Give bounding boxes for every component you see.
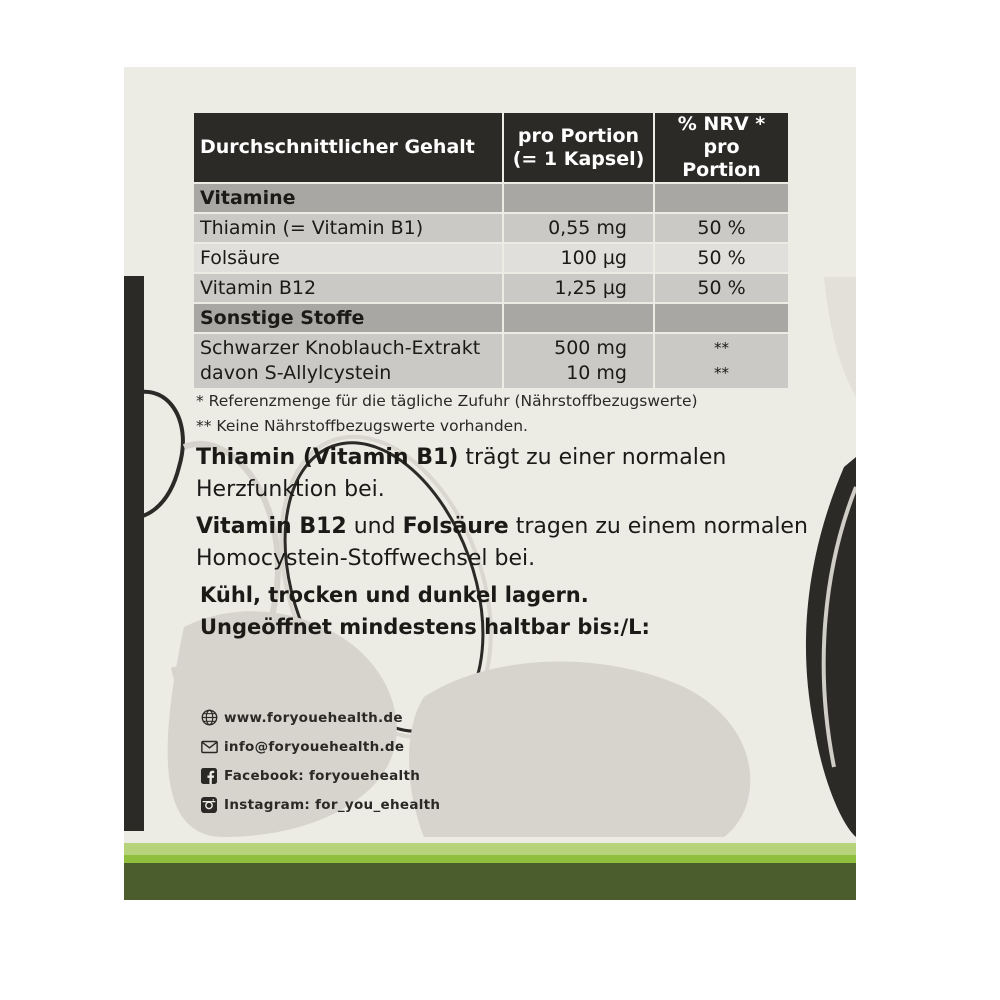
empty-cell xyxy=(503,303,654,333)
nutrient-nrv: ** ** xyxy=(654,333,788,388)
label-panel xyxy=(124,67,856,900)
nutrition-table xyxy=(194,113,788,388)
empty-cell xyxy=(654,303,788,333)
instagram-icon xyxy=(200,796,218,814)
contact-instagram[interactable] xyxy=(200,790,440,819)
footnotes xyxy=(196,389,698,439)
health-claim-b12-folsaeure xyxy=(196,511,816,575)
stripe-green xyxy=(124,855,856,863)
globe-icon xyxy=(200,709,218,727)
nutrient-amount: 0,55 mg xyxy=(503,213,654,243)
claim-bold: Thiamin (Vitamin B1) xyxy=(196,445,459,470)
table-row xyxy=(194,243,788,273)
contact-facebook[interactable] xyxy=(200,761,440,790)
storage-instructions xyxy=(200,579,650,643)
section-title: Vitamine xyxy=(194,183,503,213)
nutrient-nrv: 50 % xyxy=(654,243,788,273)
nutrient-name: Folsäure xyxy=(194,243,503,273)
facebook-icon xyxy=(200,767,218,785)
best-before-line: Ungeöffnet mindestens haltbar bis:/L: xyxy=(200,615,650,639)
contact-website[interactable] xyxy=(200,703,440,732)
nutrient-amount: 100 µg xyxy=(503,243,654,273)
contact-text: info@foryouehealth.de xyxy=(224,738,405,755)
header-nrv: % NRV * pro Portion xyxy=(654,113,788,183)
stripe-light-green xyxy=(124,843,856,855)
storage-line: Kühl, trocken und dunkel lagern. xyxy=(200,583,589,607)
claim-text: tragen zu einem normalen Homocystein-Stoffwechsel bei. xyxy=(196,514,808,571)
contact-list xyxy=(200,703,440,819)
claim-text: und xyxy=(346,514,403,539)
claim-bold: Folsäure xyxy=(402,514,509,539)
table-row xyxy=(194,333,788,388)
contact-text: www.foryouehealth.de xyxy=(224,709,403,726)
nutrient-name: Vitamin B12 xyxy=(194,273,503,303)
footnote: ** Keine Nährstoffbezugswerte vorhanden. xyxy=(196,417,528,435)
empty-cell xyxy=(654,183,788,213)
table-header-row xyxy=(194,113,788,183)
table-row xyxy=(194,273,788,303)
claim-bold: Vitamin B12 xyxy=(196,514,347,539)
header-content: Durchschnittlicher Gehalt xyxy=(194,113,503,183)
section-title: Sonstige Stoffe xyxy=(194,303,503,333)
nutrient-nrv: 50 % xyxy=(654,213,788,243)
claim-text: trägt zu einer normalen Herzfunktion bei. xyxy=(196,445,727,502)
header-per-portion: pro Portion (= 1 Kapsel) xyxy=(503,113,654,183)
contact-email[interactable] xyxy=(200,732,440,761)
nutrient-amount: 1,25 µg xyxy=(503,273,654,303)
health-claim-thiamin xyxy=(196,442,816,506)
section-row-sonstige xyxy=(194,303,788,333)
nutrient-nrv: 50 % xyxy=(654,273,788,303)
section-row-vitamine xyxy=(194,183,788,213)
contact-text: Facebook: foryouehealth xyxy=(224,767,421,784)
nutrient-name: Schwarzer Knoblauch-Extrakt davon S-Allylcystein xyxy=(194,333,503,388)
empty-cell xyxy=(503,183,654,213)
contact-text: Instagram: for_you_ehealth xyxy=(224,796,441,813)
nutrient-name: Thiamin (= Vitamin B1) xyxy=(194,213,503,243)
table-row xyxy=(194,213,788,243)
nutrient-amount: 500 mg 10 mg xyxy=(503,333,654,388)
mail-icon xyxy=(200,738,218,756)
stripe-dark-green xyxy=(124,863,856,900)
footnote: * Referenzmenge für die tägliche Zufuhr (Nährstoffbezugswerte) xyxy=(196,392,698,410)
